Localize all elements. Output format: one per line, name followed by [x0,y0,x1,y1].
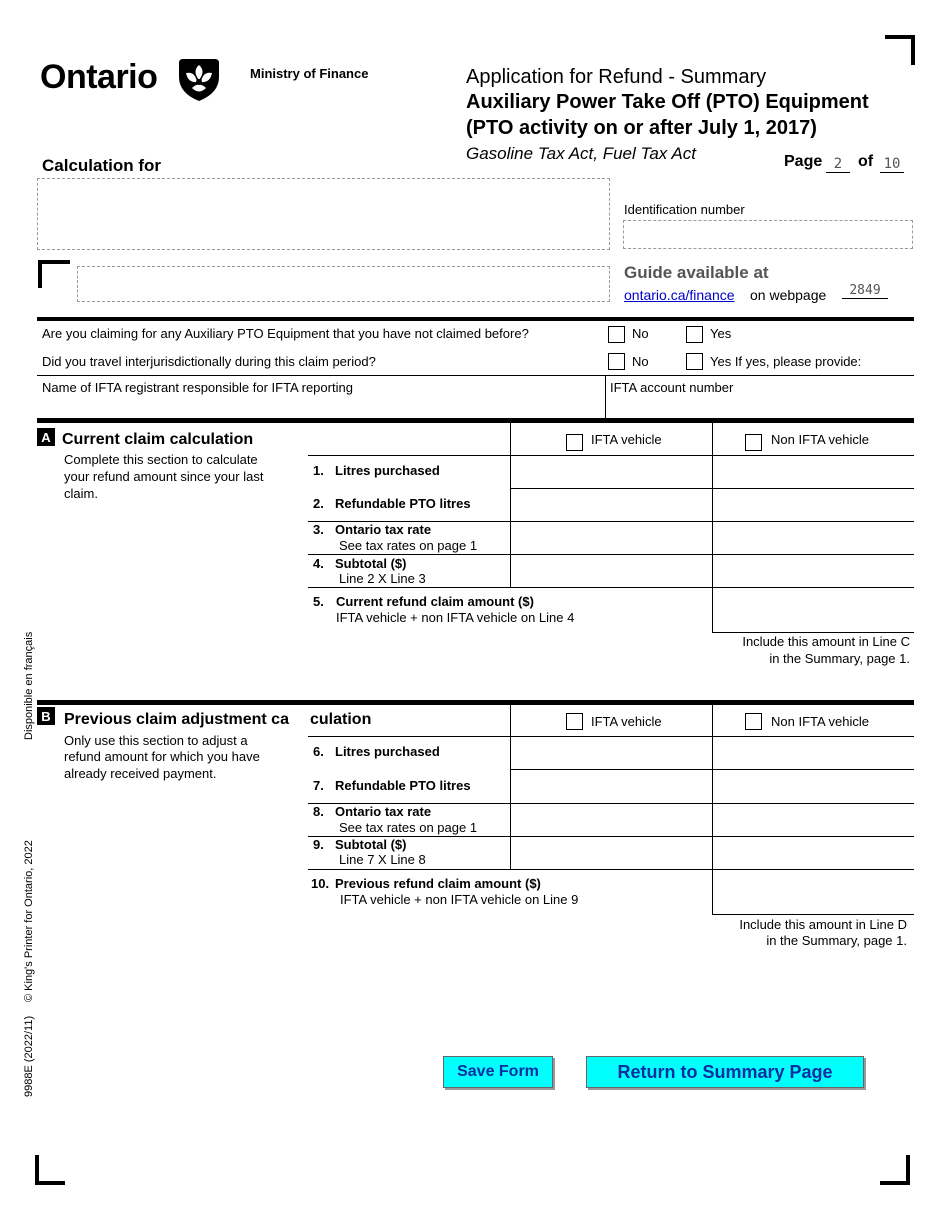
question-1-no-checkbox[interactable] [608,326,625,343]
line-2-num: 2. [313,496,324,511]
section-a-desc-l3: claim. [64,486,98,501]
line-10-label: Previous refund claim amount ($) [335,876,541,891]
line-6-num: 6. [313,744,324,759]
calculation-for-label: Calculation for [42,156,162,175]
corner-mark-bottom-left [35,1155,65,1185]
line-4-num: 4. [313,556,324,571]
line-3-label: Ontario tax rate [335,522,432,537]
section-a-letter: A [37,428,55,446]
section-b-row-line5 [712,914,914,915]
line-1-label: Litres purchased [335,463,440,478]
form-title-line2: Auxiliary Power Take Off (PTO) Equipment [466,91,869,113]
ifta-name-label: Name of IFTA registrant responsible for IFTA reporting [42,380,353,395]
line-7-label: Refundable PTO litres [335,778,471,793]
side-form-code: 9988E (2022/11) [23,1015,35,1097]
line-6-label: Litres purchased [335,744,440,759]
line-9-num: 9. [313,837,324,852]
section-b-desc-l2: refund amount for which you have [64,749,260,764]
identification-number-label: Identification number [624,202,745,217]
form-title-line3: (PTO activity on or after July 1, 2017) [466,117,817,139]
line-10-num: 10. [311,876,330,891]
line-4-sub: Line 2 X Line 3 [339,571,426,586]
line-6-ifta-field[interactable] [511,737,712,769]
line-8-num: 8. [313,804,324,819]
guide-webpage-text: on webpage [750,287,827,303]
section-b-ifta-checkbox[interactable] [566,713,583,730]
calculation-for-name-field[interactable] [37,178,610,250]
line-3-sub: See tax rates on page 1 [339,538,478,553]
form-acts: Gasoline Tax Act, Fuel Tax Act [466,144,696,163]
line-2-ifta-field[interactable] [511,489,712,521]
section-a-desc-l1: Complete this section to calculate [64,452,258,467]
section-a-note-l2: in the Summary, page 1. [769,651,910,666]
line-3-ifta-field[interactable] [511,522,712,554]
section-a-col-non-ifta: Non IFTA vehicle [771,432,870,447]
section-a-desc-l2: your refund amount since your last [64,469,264,484]
question-1-yes-checkbox[interactable] [686,326,703,343]
line-8-sub: See tax rates on page 1 [339,820,478,835]
form-title-line1: Application for Refund - Summary [466,66,767,88]
section-b-title-a: Previous claim adjustment ca [64,711,289,728]
question-2-yes-checkbox[interactable] [686,353,703,370]
section-a-note-l1: Include this amount in Line C [742,634,910,649]
trillium-logo-icon [175,55,223,103]
section-a-divider [37,418,914,423]
line-9-sub: Line 7 X Line 8 [339,852,426,867]
page-number: 2 [826,156,850,173]
section-a-col-ifta: IFTA vehicle [591,432,662,447]
line-3-num: 3. [313,522,324,537]
section-b-divider [37,700,914,705]
line-8-non-ifta-field[interactable] [713,804,914,836]
line-7-ifta-field[interactable] [511,770,712,803]
line-9-label: Subtotal ($) [335,837,407,852]
section-a-non-ifta-checkbox[interactable] [745,434,762,451]
page-total: 10 [880,156,904,173]
guide-webpage-number: 2849 [842,283,888,299]
save-form-button[interactable]: Save Form [443,1056,553,1088]
calculation-for-address-field[interactable] [77,266,610,302]
ifta-name-field[interactable] [37,395,605,417]
section-a-title: Current claim calculation [62,431,254,448]
line-10-total-field[interactable] [713,870,914,914]
line-5-num: 5. [313,594,324,609]
line-6-non-ifta-field[interactable] [713,737,914,769]
line-5-label: Current refund claim amount ($) [336,594,534,609]
question-2-no-label: No [632,354,649,369]
divider-ifta [37,375,914,376]
return-to-summary-button[interactable]: Return to Summary Page [586,1056,864,1088]
question-1-yes-label: Yes [710,326,732,341]
ifta-account-field[interactable] [606,395,914,417]
question-2-no-checkbox[interactable] [608,353,625,370]
line-7-num: 7. [313,778,324,793]
corner-mark-top-right [885,35,915,65]
line-4-label: Subtotal ($) [335,556,407,571]
line-9-ifta-field[interactable] [511,837,712,869]
line-4-ifta-field[interactable] [511,555,712,587]
section-a-row-line5 [712,632,914,633]
section-b-note-l1: Include this amount in Line D [739,917,907,932]
question-2-label: Did you travel interjurisdictionally during this claim period? [42,354,376,369]
line-5-total-field[interactable] [713,588,914,632]
guide-link[interactable]: ontario.ca/finance [624,287,735,303]
section-b-desc-l1: Only use this section to adjust a [64,733,248,748]
guide-title: Guide available at [624,263,769,282]
section-b-non-ifta-checkbox[interactable] [745,713,762,730]
section-a-ifta-checkbox[interactable] [566,434,583,451]
line-8-label: Ontario tax rate [335,804,432,819]
ontario-logo-text: Ontario [40,58,158,96]
page-label: Page [784,153,823,170]
section-b-desc-l3: already received payment. [64,766,217,781]
section-b-title-b: culation [310,711,372,728]
question-1-label: Are you claiming for any Auxiliary PTO Equipment that you have not claimed before? [42,326,529,341]
line-2-label: Refundable PTO litres [335,496,471,511]
side-printer: © King's Printer for Ontario, 2022 [23,840,35,1002]
ministry-name: Ministry of Finance [250,66,369,81]
identification-number-field[interactable] [623,220,913,249]
section-b-note-l2: in the Summary, page 1. [766,933,907,948]
line-2-non-ifta-field[interactable] [713,489,914,521]
side-francais: Disponible en français [23,631,35,740]
line-9-non-ifta-field[interactable] [713,837,914,869]
section-b-col-non-ifta: Non IFTA vehicle [771,714,870,729]
line-3-non-ifta-field[interactable] [713,522,914,554]
corner-mark-bottom-right [880,1155,910,1185]
line-10-sub: IFTA vehicle + non IFTA vehicle on Line 9 [340,892,579,907]
question-2-yes-label: Yes If yes, please provide: [710,354,862,369]
of-label: of [858,153,874,170]
line-4-non-ifta-field[interactable] [713,555,914,587]
line-1-num: 1. [313,463,324,478]
divider-questions [37,317,914,321]
line-7-non-ifta-field[interactable] [713,770,914,803]
question-1-no-label: No [632,326,649,341]
line-1-ifta-field[interactable] [511,456,712,488]
section-b-col-ifta: IFTA vehicle [591,714,662,729]
line-1-non-ifta-field[interactable] [713,456,914,488]
ifta-account-label: IFTA account number [610,380,734,395]
section-b-letter: B [37,707,55,725]
corner-mark-mid-left [38,260,70,288]
line-8-ifta-field[interactable] [511,804,712,836]
line-5-sub: IFTA vehicle + non IFTA vehicle on Line 4 [336,610,575,625]
